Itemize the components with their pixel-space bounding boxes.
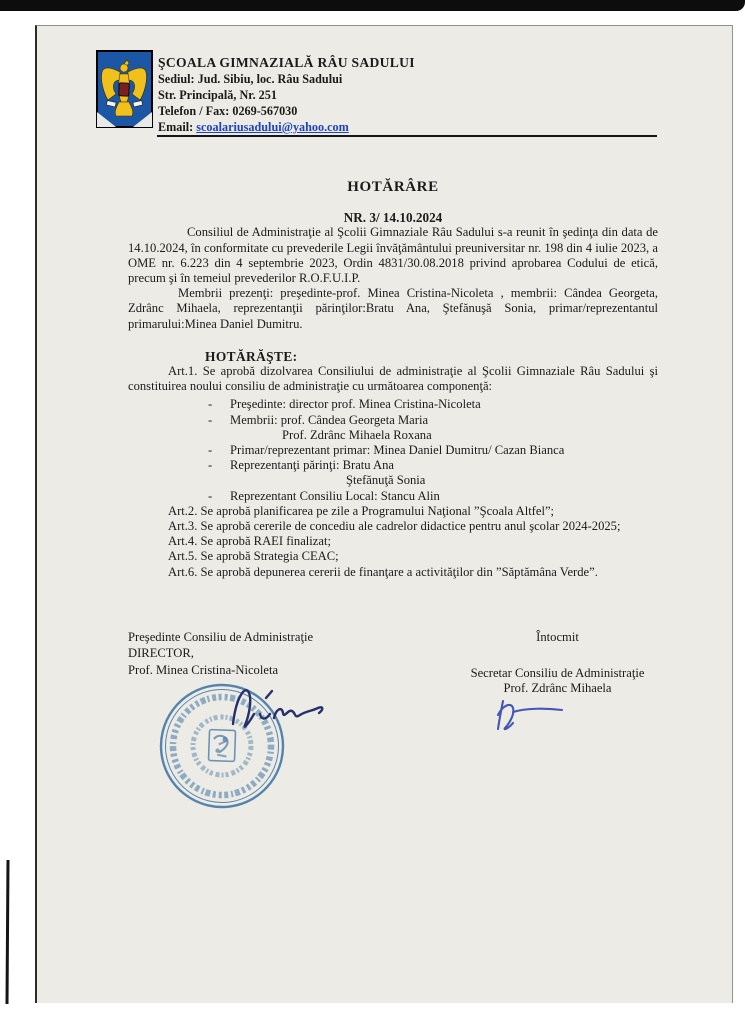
articles-list [168, 504, 658, 580]
list-item [128, 397, 658, 412]
scan-top-edge [0, 0, 745, 11]
article-4: Art.4. Se aprobă RAEI finalizat; [168, 534, 331, 549]
dash-bullet: - [208, 397, 213, 412]
article-2: Art.2. Se aprobă planificarea pe zile a Programului Naţional ”Şcoala Altfel”; [168, 503, 555, 518]
council-composition-list [128, 397, 658, 503]
letterhead [158, 54, 578, 135]
list-item [128, 489, 658, 504]
scan-left-edge [5, 860, 9, 1004]
decides-heading: HOTĂRĂŞTE: [205, 348, 298, 364]
letterhead-address: Sediul: Jud. Sibiu, loc. Râu Sadului [158, 72, 343, 86]
list-item-text: Ştefănuţă Sonia [346, 473, 426, 488]
list-item [128, 473, 658, 488]
letterhead-email-line [158, 119, 578, 135]
intro-paragraph: Consiliul de Administraţie al Şcolii Gimnaziale Râu Sadului s-a reunit în şedinţa din data de 14.10.2024, în conformitate cu prevederile Legii învăţământului preuniversitar nr. 198 din 4 iulie 2023, a OME nr. 6.223 din 4 septembrie 2023, Ordin 4831/30.08.2018 privind aprobarea Codului de etică, precum şi în temeiul prevederilor R.O.F.U.I.P. [128, 225, 658, 286]
letterhead-rule [157, 135, 657, 137]
list-item-text: Membrii: prof. Cândea Georgeta Maria [230, 412, 429, 427]
dash-bullet: - [208, 488, 213, 503]
list-item [128, 458, 658, 473]
school-name: ŞCOALA GIMNAZIALĂ RÂU SADULUI [158, 55, 415, 70]
document-number: NR. 3/ 14.10.2024 [343, 210, 443, 226]
letterhead-phone: Telefon / Fax: 0269-567030 [158, 104, 298, 118]
president-handwritten-signature [226, 678, 328, 740]
document-body [128, 180, 658, 580]
email-link[interactable]: scoalariusadului@yahoo.com [196, 120, 349, 134]
list-item-text: Reprezentant Consiliu Local: Stancu Alin [230, 488, 440, 503]
president-signature-block [128, 629, 313, 678]
secretary-title: Secretar Consiliu de Administraţie [470, 665, 645, 680]
secretary-name: Prof. Zdrânc Mihaela [503, 681, 612, 696]
dash-bullet: - [208, 443, 213, 458]
prepared-by-label: Întocmit [536, 630, 579, 644]
list-item [128, 428, 658, 443]
president-name: Prof. Minea Cristina-Nicoleta [128, 662, 279, 677]
article-3: Art.3. Se aprobă cererile de concediu ale cadrelor didactice pentru anul şcolar 2024-2025; [168, 519, 621, 534]
secretary-signature-block [450, 630, 665, 697]
list-item-text: Primar/reprezentant primar: Minea Daniel Dumitru/ Cazan Bianca [230, 443, 565, 458]
list-item-text: Prof. Zdrânc Mihaela Roxana [282, 427, 432, 442]
letterhead-street: Str. Principală, Nr. 251 [158, 88, 277, 102]
secretary-handwritten-signature [488, 697, 572, 735]
dash-bullet: - [208, 458, 213, 473]
list-item [128, 413, 658, 428]
director-label: DIRECTOR, [128, 646, 194, 661]
list-item-text: Preşedinte: director prof. Minea Cristina-Nicoleta [230, 397, 481, 412]
members-paragraph: Membrii prezenţi: preşedinte-prof. Minea Cristina-Nicoleta , membrii: Cândea Georgeta, Zdrânc Mihaela, reprezentanţii părinţilor:Bratu Ana, Ştefănuşă Sonia, primar/reprezentantul primarului:Minea Daniel Dumitru. [128, 286, 658, 331]
article-6: Art.6. Se aprobă depunerea cererii de finanţare a activităţilor din ”Săptămâna Verde”. [168, 564, 598, 579]
coat-of-arms-icon [96, 50, 153, 128]
document-title: HOTĂRÂRE [347, 179, 439, 195]
email-label: Email: [158, 120, 194, 134]
president-title: Preşedinte Consiliu de Administraţie [128, 630, 314, 644]
dash-bullet: - [208, 412, 213, 427]
list-item [128, 443, 658, 458]
article-5: Art.5. Se aprobă Strategia CEAC; [168, 549, 339, 564]
article-1: Art.1. Se aprobă dizolvarea Consiliului de administraţie al Şcolii Gimnaziale Râu Sadului şi constituirea noului consiliu de administraţie cu următoarea componenţă: [128, 364, 658, 394]
list-item-text: Reprezentanţi părinţi: Bratu Ana [230, 458, 395, 473]
